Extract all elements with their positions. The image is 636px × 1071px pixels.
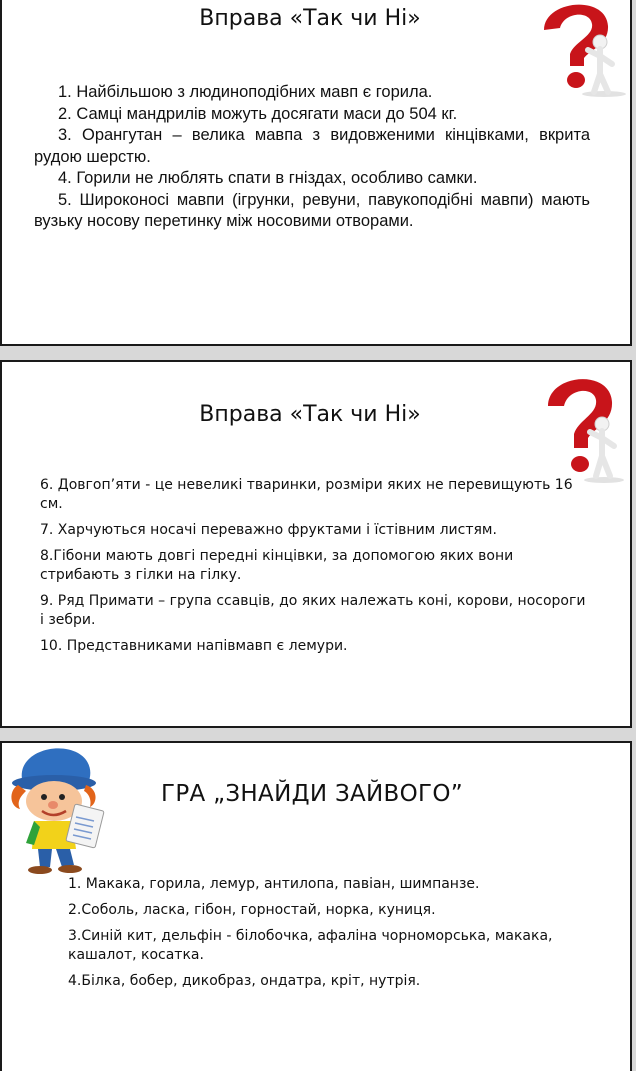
list-item: 4.Білка, бобер, дикобраз, ондатра, кріт, нутрія. [68, 973, 421, 989]
list-item: 7. Харчуються носачі переважно фруктами і їстівним листям. [40, 522, 497, 538]
slide-true-false-2 [0, 360, 632, 728]
question-mark-figure-icon [522, 366, 626, 486]
list-item: 10. Представниками напівмавп є лемури. [40, 638, 348, 654]
list-item: 3.Синій кит, дельфін - білобочка, афаліна чорноморська, макака, кашалот, косатка. [68, 928, 553, 963]
statement-list [40, 476, 590, 663]
cartoon-character-with-paper-icon [4, 745, 116, 875]
statement-list [34, 82, 590, 233]
list-item: 3. Орангутан – велика мавпа з видовженими кінцівками, вкрита рудою шерстю. [34, 126, 590, 166]
slide-true-false-1 [0, 0, 632, 346]
list-item: 9. Ряд Примати – група ссавців, до яких належать коні, корови, носороги і зебри. [40, 593, 586, 628]
list-item: 2.Соболь, ласка, гібон, горностай, норка, куниця. [68, 902, 436, 918]
list-item: 2. Самці мандрилів можуть досягати маси до 504 кг. [58, 104, 458, 123]
list-item: 1. Найбільшою з людиноподібних мавп є горила. [58, 83, 433, 101]
slide-title: Вправа «Так чи Ні» [199, 6, 421, 31]
slide-title: ГРА „ЗНАЙДИ ЗАЙВОГО” [161, 781, 463, 807]
list-item: 6. Довгоп’яти - це невеликі тваринки, розміри яких не перевищують 16 см. [40, 477, 573, 512]
list-item: 4. Горили не люблять спати в гніздах, особливо самки. [58, 169, 478, 187]
list-item: 5. Широконосі мавпи (ігрунки, ревуни, павукоподібні мавпи) мають вузьку носову перетинку між носовими отворами. [34, 190, 590, 230]
list-item: 8.Гібони мають довгі передні кінцівки, за допомогою яких вони стрибають з гілки на гілку. [40, 548, 514, 583]
slide-odd-one-out [0, 741, 632, 1071]
odd-one-out-list [68, 875, 598, 998]
slide-title: Вправа «Так чи Ні» [199, 402, 421, 427]
list-item: 1. Макака, горила, лемур, антилопа, павіан, шимпанзе. [68, 876, 480, 892]
